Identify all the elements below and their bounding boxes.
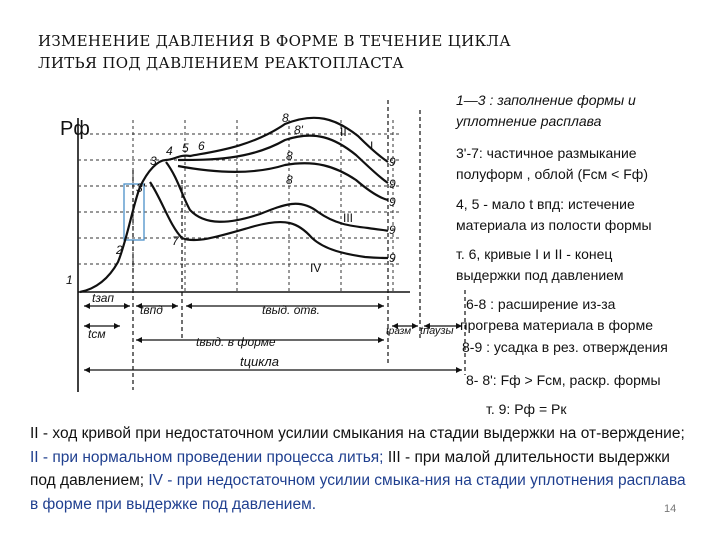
label-t-cikla: tцикла — [240, 354, 279, 369]
curve-label-I: I — [370, 139, 374, 153]
curve-label-IV: IV — [310, 261, 322, 275]
label-t-zap: tзап — [92, 291, 114, 305]
point-8-prime: 8' — [294, 123, 303, 137]
title-line-2: ЛИТЬЯ ПОД ДАВЛЕНИЕМ РЕАКТОПЛАСТА — [38, 54, 404, 72]
note-8: т. 9: Pф = Pк — [486, 401, 567, 417]
label-t-pauzy: tпаузы — [420, 325, 454, 337]
note-6: 8-9 : усадка в рез. отверждения — [462, 339, 668, 355]
point-4: 4 — [166, 144, 173, 158]
curve-I — [178, 136, 388, 183]
note-1: 1—3 : заполнение формы и уплотнение расплава — [456, 92, 636, 129]
point-9-d: 9 — [389, 223, 396, 237]
point-1: 1 — [66, 273, 73, 287]
footer-text — [30, 422, 690, 516]
label-t-vyd-otv: tвыд. отв. — [262, 303, 320, 317]
footer-part-1: II - ход кривой при недостаточном усилии смыкания на стадии выдержки на от-верждение; — [30, 425, 685, 442]
point-3: 3 — [150, 154, 157, 168]
page-number: 14 — [664, 503, 677, 515]
point-2: 2 — [116, 243, 123, 257]
curve-II — [178, 163, 388, 200]
note-7: 8- 8': Fф > Fсм, раскр. формы — [466, 372, 661, 388]
point-8-low: 8 — [286, 173, 293, 187]
point-8-mid: 8 — [286, 149, 293, 163]
note-3: 4, 5 - мало t впд: истечение материала из полости формы — [456, 196, 652, 233]
note-4: т. 6, кривые I и II - конец выдержки под давлением — [456, 246, 624, 283]
point-7: 7 — [172, 234, 179, 248]
curve-label-III: III — [343, 211, 354, 225]
point-5: 5 — [182, 141, 189, 155]
note-5: 6-8 : расширение из-за прогрева материала в форме — [460, 296, 653, 333]
y-axis-label: Pф — [60, 118, 90, 140]
point-8-top: 8 — [282, 111, 289, 125]
point-6: 6 — [198, 139, 205, 153]
label-t-vyd-v-forme: tвыд. в форме — [196, 335, 276, 349]
curve-III — [166, 162, 388, 231]
label-t-sm: tсм — [88, 327, 106, 341]
footer-part-4: IV - при недостаточном усилии смыка-ния на стадии уплотнения расплава в форме при выдержке под давлением. — [30, 472, 686, 513]
point-9-e: 9 — [389, 251, 396, 265]
point-9-a: 9 — [389, 155, 396, 169]
label-t-razm: tразм — [386, 326, 412, 337]
footer-part-3: III - при малой длительности выдержки под давлением; — [30, 448, 670, 489]
footer-part-2: II - при нормальном проведении процесса литья; — [30, 448, 384, 466]
point-3-prime: 3' — [136, 181, 145, 195]
title-line-1: ИЗМЕНЕНИЕ ДАВЛЕНИЯ В ФОРМЕ В ТЕЧЕНИЕ ЦИКЛА — [38, 32, 511, 50]
curve-label-II: II — [340, 125, 347, 139]
label-t-vpd: tвпд — [140, 303, 163, 317]
point-9-b: 9 — [389, 177, 396, 191]
note-2: 3'-7: частичное размыкание полуформ , облой (Fсм < Fф) — [456, 145, 648, 182]
point-9-c: 9 — [389, 195, 396, 209]
